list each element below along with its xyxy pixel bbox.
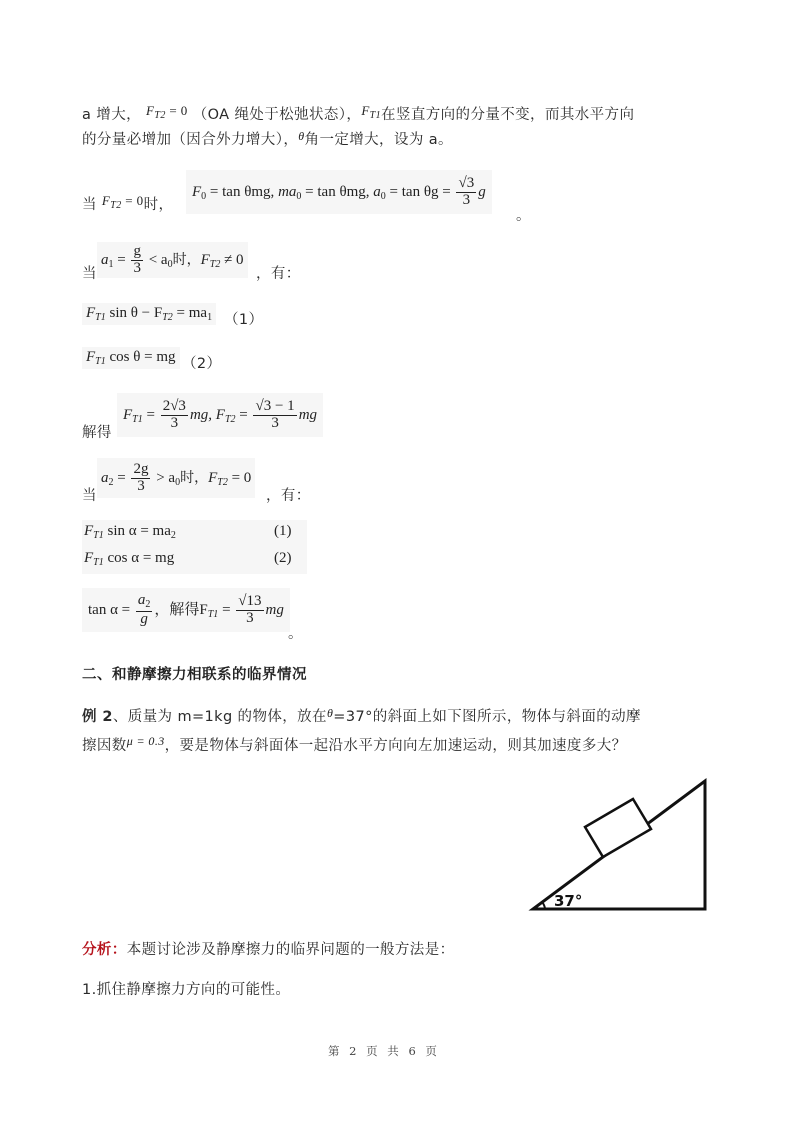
equals: = 0 bbox=[165, 103, 188, 118]
denominator: g bbox=[140, 610, 148, 627]
subscript: 0 bbox=[296, 191, 302, 202]
numerator: √3 bbox=[458, 175, 475, 192]
block bbox=[585, 799, 651, 857]
subscript: 0 bbox=[201, 191, 207, 202]
equation-2-label: （2） bbox=[182, 356, 222, 372]
symbol: F bbox=[361, 103, 370, 118]
numerator: √13 bbox=[238, 593, 262, 610]
text: mg, bbox=[189, 407, 216, 423]
text: sin α = ma bbox=[103, 523, 171, 539]
subscript: 0 bbox=[167, 259, 173, 270]
text: =37°的斜面上如下图所示，物体与斜面的动摩 bbox=[333, 709, 641, 725]
math-ft2 bbox=[146, 103, 188, 121]
fraction bbox=[131, 244, 143, 277]
symbol: a bbox=[101, 252, 109, 268]
text: 的分量必增加（因合外力增大）， bbox=[82, 132, 299, 148]
numerator bbox=[136, 593, 153, 612]
text: = bbox=[235, 407, 252, 423]
subscript: T2 bbox=[209, 259, 221, 270]
period: 。 bbox=[288, 626, 303, 642]
fraction bbox=[236, 594, 263, 627]
text: = bbox=[113, 470, 130, 486]
symbol: a bbox=[137, 592, 146, 609]
text: a 增大， bbox=[82, 107, 141, 123]
subscript: 1 bbox=[108, 259, 114, 270]
text: = ma bbox=[172, 305, 208, 321]
subscript: T1 bbox=[369, 110, 382, 121]
subscript: 2 bbox=[108, 477, 114, 488]
symbol: g bbox=[478, 184, 486, 200]
denominator: 3 bbox=[271, 415, 279, 432]
symbol: F bbox=[86, 305, 96, 321]
equation-3 bbox=[84, 523, 176, 541]
when-ft2-zero-label bbox=[82, 193, 173, 214]
solve-label: 解得 bbox=[82, 425, 112, 441]
text: tan α = bbox=[88, 602, 134, 618]
denominator: 3 bbox=[133, 260, 141, 277]
symbol: F bbox=[101, 193, 111, 208]
equation-a0 bbox=[186, 170, 492, 214]
incline-diagram bbox=[525, 775, 715, 915]
equation-4-label: (2) bbox=[274, 550, 292, 566]
text: = bbox=[113, 252, 130, 268]
text: 时， bbox=[172, 252, 201, 268]
text: = tan θmg, bbox=[206, 184, 279, 200]
symbol: F bbox=[86, 349, 96, 365]
subscript: T1 bbox=[132, 414, 143, 425]
example-2-line-1 bbox=[82, 705, 641, 726]
text: 本题讨论涉及静摩擦力的临界问题的一般方法是： bbox=[126, 942, 455, 958]
equation-1 bbox=[82, 303, 216, 325]
numerator: g bbox=[133, 243, 141, 260]
fraction bbox=[136, 593, 153, 627]
subscript: T1 bbox=[95, 312, 106, 323]
denominator: 3 bbox=[137, 478, 145, 495]
subscript: T2 bbox=[110, 200, 122, 211]
subscript: 2 bbox=[170, 530, 176, 541]
symbol: F bbox=[84, 550, 94, 566]
equation-1-label: （1） bbox=[224, 312, 264, 328]
subscript: 2 bbox=[145, 599, 151, 611]
denominator: 3 bbox=[462, 192, 471, 209]
subscript: T1 bbox=[207, 609, 219, 620]
subscript: 0 bbox=[380, 191, 386, 202]
text: = 0 bbox=[227, 470, 252, 486]
point-1: 1.抓住静摩擦力方向的可能性。 bbox=[82, 982, 291, 998]
numerator: 2√3 bbox=[162, 398, 186, 415]
text: 擦因数 bbox=[82, 738, 127, 754]
symbol: F bbox=[146, 103, 155, 118]
theta-symbol: θ bbox=[298, 129, 305, 143]
numerator: 2g bbox=[133, 461, 149, 478]
when-label: 当 bbox=[82, 488, 97, 504]
period: 。 bbox=[516, 208, 531, 224]
text: ≠ 0 bbox=[220, 252, 244, 268]
angle-label: 37° bbox=[554, 892, 583, 910]
equation-2 bbox=[82, 347, 180, 369]
subscript: T2 bbox=[224, 414, 236, 425]
text: = bbox=[142, 407, 159, 423]
subscript: 0 bbox=[175, 477, 181, 488]
theta-symbol: θ bbox=[326, 706, 334, 720]
numerator: √3 − 1 bbox=[255, 398, 295, 415]
subscript: T2 bbox=[217, 477, 228, 488]
symbol: F bbox=[84, 523, 94, 539]
text: < a bbox=[144, 252, 168, 268]
have-label: ，有： bbox=[266, 488, 311, 504]
fraction bbox=[131, 462, 150, 495]
paragraph-line-1 bbox=[82, 103, 634, 124]
paragraph-line-2 bbox=[82, 128, 453, 149]
text: 时， bbox=[180, 470, 209, 486]
fraction bbox=[161, 399, 188, 432]
example-2-line-2 bbox=[82, 734, 627, 755]
text: cos α = mg bbox=[103, 550, 175, 566]
equals: = 0 bbox=[121, 193, 144, 208]
subscript: T1 bbox=[93, 557, 104, 568]
text: （OA 绳处于松弛状态）， bbox=[192, 107, 362, 123]
symbol: a bbox=[101, 470, 109, 486]
subscript: T1 bbox=[95, 356, 106, 367]
symbol: a bbox=[373, 184, 381, 200]
page-footer: 第 2 页 共 6 页 bbox=[328, 1044, 440, 1058]
subscript: T2 bbox=[154, 110, 166, 121]
subscript: T2 bbox=[162, 312, 173, 323]
solution-1 bbox=[117, 393, 323, 437]
math-ft2 bbox=[101, 193, 144, 211]
analysis-line bbox=[82, 938, 455, 959]
denominator: 3 bbox=[246, 610, 254, 627]
when-label: 当 bbox=[82, 266, 97, 282]
equation-4 bbox=[84, 550, 174, 568]
equation-3-label: (1) bbox=[274, 523, 292, 539]
symbol: F bbox=[200, 252, 210, 268]
section-heading: 二、和静摩擦力相联系的临界情况 bbox=[82, 667, 307, 683]
math-ft1 bbox=[361, 103, 382, 121]
text: 当 bbox=[82, 197, 97, 213]
text: 时， bbox=[143, 197, 174, 213]
symbol: ma bbox=[278, 184, 297, 200]
text: mg bbox=[265, 602, 284, 618]
text: sin θ − F bbox=[105, 305, 163, 321]
solution-2 bbox=[82, 588, 290, 632]
have-label: ，有： bbox=[256, 266, 301, 282]
symbol: F bbox=[208, 470, 218, 486]
subscript: 1 bbox=[207, 312, 213, 323]
symbol: F bbox=[192, 184, 202, 200]
condition-a2 bbox=[97, 458, 255, 498]
symbol: F bbox=[123, 407, 133, 423]
text: 角一定增大，设为 a。 bbox=[304, 132, 453, 148]
mu-value: μ = 0.3 bbox=[126, 734, 165, 748]
fraction bbox=[253, 399, 296, 432]
analysis-label: 分析： bbox=[82, 942, 127, 958]
text: = bbox=[218, 602, 235, 618]
example-label: 例 2 bbox=[82, 709, 113, 725]
subscript: T1 bbox=[93, 530, 104, 541]
condition-a1 bbox=[97, 242, 248, 278]
text: > a bbox=[152, 470, 176, 486]
symbol: F bbox=[215, 407, 225, 423]
text: 在竖直方向的分量不变，而其水平方向 bbox=[381, 107, 635, 123]
text: = tan θg = bbox=[385, 184, 455, 200]
text: = tan θmg, bbox=[301, 184, 374, 200]
text: ，解得F bbox=[154, 602, 208, 618]
text: ，要是物体与斜面体一起沿水平方向向左加速运动，则其加速度多大？ bbox=[164, 738, 627, 754]
fraction bbox=[456, 176, 476, 209]
denominator: 3 bbox=[170, 415, 179, 432]
text: mg bbox=[298, 407, 318, 423]
text: 、质量为 m=1kg 的物体，放在 bbox=[112, 709, 327, 725]
text: cos θ = mg bbox=[105, 349, 176, 365]
